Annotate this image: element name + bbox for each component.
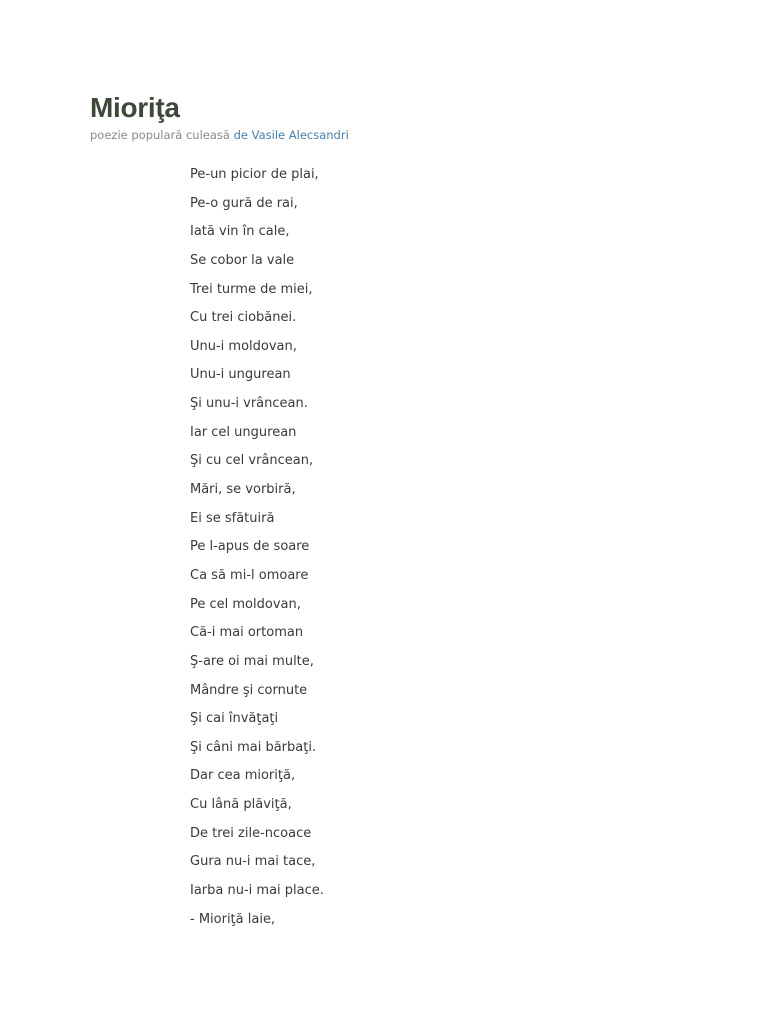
poem-line: Unu-i moldovan, xyxy=(190,338,297,354)
document-subtitle xyxy=(90,127,349,143)
poem-verses xyxy=(190,165,324,938)
poem-line: Şi cai învăţaţi xyxy=(190,711,279,727)
poem-line: Se cobor la vale xyxy=(190,252,295,268)
poem-line: Ş-are oi mai multe, xyxy=(190,653,314,669)
poem-line: Pe l-apus de soare xyxy=(190,539,310,555)
poem-line: Dar cea mioriţă, xyxy=(190,768,296,784)
poem-line: - Mioriţă laie, xyxy=(190,911,276,927)
document-title: Mioriţa xyxy=(90,92,180,123)
poem-line: Iar cel ungurean xyxy=(190,424,297,440)
author-link[interactable]: de Vasile Alecsandri xyxy=(233,128,349,142)
poem-line: Iarba nu-i mai place. xyxy=(190,883,324,899)
poem-line: Ei se sfătuiră xyxy=(190,510,275,526)
poem-line: Şi cu cel vrâncean, xyxy=(190,453,314,469)
poem-line: Iată vin în cale, xyxy=(190,224,290,240)
poem-line: Că-i mai ortoman xyxy=(190,625,304,641)
poem-line: Cu trei ciobănei. xyxy=(190,310,297,326)
poem-line: Şi câni mai bărbaţi. xyxy=(190,739,317,755)
poem-line: Trei turme de miei, xyxy=(190,281,313,297)
poem-line: Mări, se vorbiră, xyxy=(190,482,296,498)
poem-line: Ca să mi-l omoare xyxy=(190,567,309,583)
poem-line: Cu lână plăviţă, xyxy=(190,797,292,813)
poem-line: Pe cel moldovan, xyxy=(190,596,301,612)
poem-line: Pe-un picior de plai, xyxy=(190,167,319,182)
subtitle-text: poezie populară culeasă xyxy=(90,128,234,142)
poem-line: De trei zile-ncoace xyxy=(190,825,312,841)
poem-line: Şi unu-i vrâncean. xyxy=(190,396,308,412)
poem-line: Pe-o gură de rai, xyxy=(190,195,298,211)
poem-line: Gura nu-i mai tace, xyxy=(190,854,316,870)
poem-line: Mândre şi cornute xyxy=(190,682,308,698)
poem-line: Unu-i ungurean xyxy=(190,367,291,383)
